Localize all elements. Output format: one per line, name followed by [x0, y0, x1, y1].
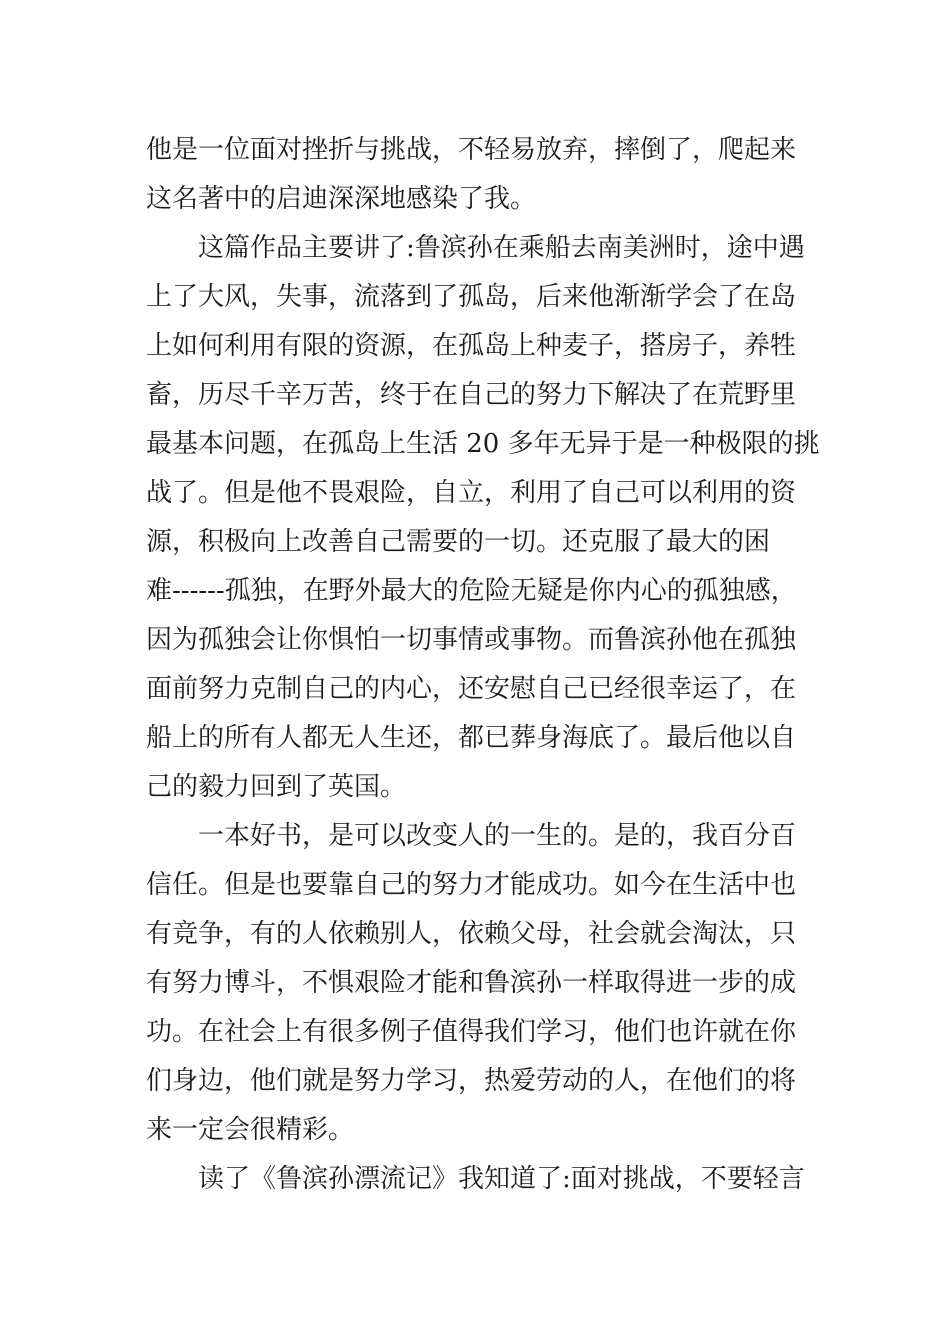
- text-line: 有努力博斗，不惧艰险才能和鲁滨孙一样取得进一步的成: [146, 968, 797, 998]
- text-line: 最基本问题，在孤岛上生活 20 多年无异于是一种极限的挑: [146, 429, 820, 459]
- paragraph-first-line: 读了《鲁滨孙漂流记》我知道了:面对挑战，不要轻言: [198, 1164, 805, 1194]
- document-page: [146, 126, 820, 1204]
- text-line: 船上的所有人都无人生还，都已葬身海底了。最后他以自: [146, 723, 797, 753]
- text-line: 来一定会很精彩。: [146, 1115, 355, 1145]
- text-line: 上如何利用有限的资源，在孤岛上种麦子，搭房子，养牲: [146, 331, 797, 361]
- text-line: 们身边，他们就是努力学习，热爱劳动的人，在他们的将: [146, 1066, 797, 1096]
- text-line: 有竞争，有的人依赖别人，依赖父母，社会就会淘汰，只: [146, 919, 797, 949]
- text-line: 己的毅力回到了英国。: [146, 772, 407, 802]
- text-line: 这名著中的启迪深深地感染了我。: [146, 184, 537, 214]
- text-line: 因为孤独会让你惧怕一切事情或事物。而鲁滨孙他在孤独: [146, 625, 797, 655]
- text-line: 功。在社会上有很多例子值得我们学习，他们也许就在你: [146, 1017, 797, 1047]
- text-line: 信任。但是也要靠自己的努力才能成功。如今在生活中也: [146, 870, 797, 900]
- text-line: 上了大风，失事，流落到了孤岛，后来他渐渐学会了在岛: [146, 282, 797, 312]
- text-line: 战了。但是他不畏艰险，自立，利用了自己可以利用的资: [146, 478, 797, 508]
- text-line: 他是一位面对挫折与挑战，不轻易放弃，摔倒了，爬起来: [146, 135, 797, 165]
- text-line: 畜，历尽千辛万苦，终于在自己的努力下解决了在荒野里: [146, 380, 797, 410]
- paragraph-first-line: 一本好书，是可以改变人的一生的。是的，我百分百: [198, 821, 797, 851]
- text-line: 面前努力克制自己的内心，还安慰自己已经很幸运了，在: [146, 674, 797, 704]
- paragraph-first-line: 这篇作品主要讲了:鲁滨孙在乘船去南美洲时，途中遇: [198, 233, 805, 263]
- text-line: 难------孤独，在野外最大的危险无疑是你内心的孤独感，: [146, 576, 797, 606]
- text-line: 源，积极向上改善自己需要的一切。还克服了最大的困: [146, 527, 771, 557]
